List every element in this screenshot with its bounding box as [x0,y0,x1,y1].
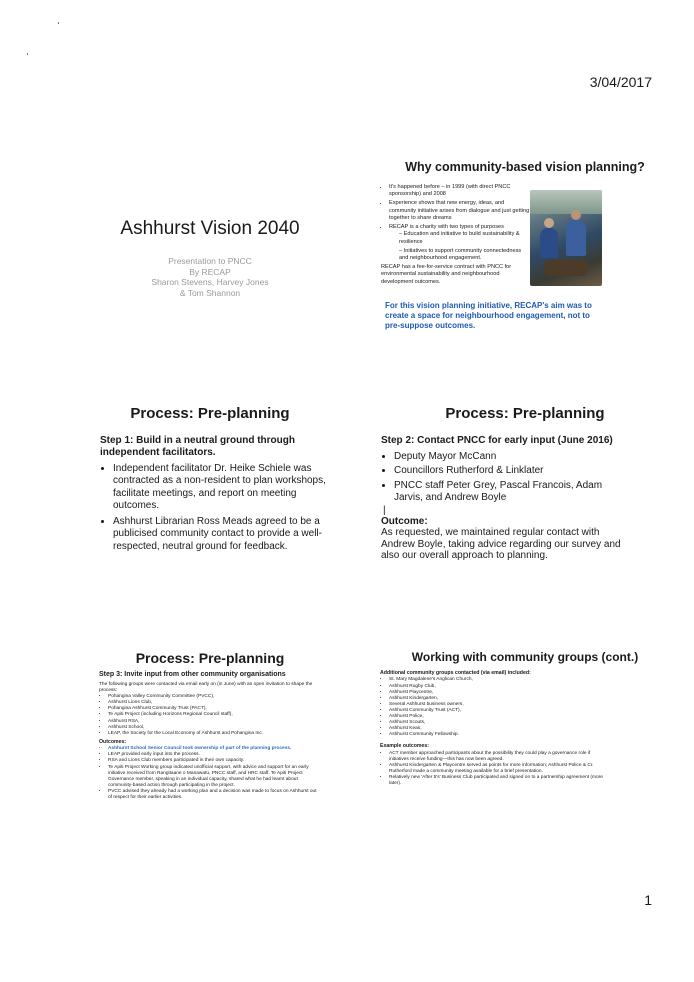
example-item: • ACT member approached participants about the possibility they could play a governance role if initiatives receive funding—this has now been agreed. [389,751,610,763]
slide-community-groups [375,650,675,865]
slide-body [60,435,335,553]
slide-title: Working with community groups (cont.) [411,650,639,664]
slide-preplanning-step2 [375,405,675,620]
group-item: • Ashhurst RSA, [108,719,321,725]
subtitle-line: Presentation to PNCC [168,256,252,266]
examples-heading: Example outcomes: [380,743,430,750]
group-item: • Pohangina Ashhurst Community Trust (PACT), [108,706,321,712]
slide-preplanning-step3 [60,650,360,865]
subtitle-line: By RECAP [189,266,231,277]
slide-body [375,435,621,562]
group-item: • Several Ashhurst business owners, [389,702,610,708]
scan-speck [27,53,28,55]
example-item: • Relatively new 'After 5's' Business Club participated and signed on to a partnership agreement (more later). [389,775,610,787]
outcome-item: • PVCC advised they already had a working plan and a decision was made to focus on Ashhurst out of respect for their earlier activities. [108,789,321,801]
slide-title: Why community-based vision planning? [405,160,645,174]
outcome-heading: Outcome: [381,516,428,528]
outcome-item: • LEAP provided early input into the process. [108,752,321,758]
text-cursor: | [383,505,386,517]
aim-statement: For this vision planning initiative, RECAP's aim was to create a space for neighbourhood engagement, not to pre-suppose outcomes. [385,301,592,330]
group-item: • Ashhurst Playcentre, [389,690,610,696]
group-item: • LEAP, the Society for the Local Economy of Ashhurst and Pohangina Inc. [108,731,321,737]
groups-heading: Additional community groups contacted (via email) included: [380,670,531,676]
bullet: • Ashhurst Librarian Ross Meads agreed to be a publicised community contact to provide a well-respected, neutral ground for feedback. [113,516,335,553]
outcome-highlight: • Ashhurst School Senior Council took ownership of part of the planning process. [108,746,321,752]
print-date: 3/04/2017 [589,74,652,90]
group-item: • Ashhurst Community Trust (ACT), [389,708,610,714]
slide-title: Process: Pre-planning [135,650,285,666]
presentation-title: Ashhurst Vision 2040 [120,218,300,239]
bullet: • Independent facilitator Dr. Heike Schiele was contracted as a non-resident to plan workshops, facilitate meetings, and report on meeting outcomes. [113,463,335,512]
slide-why-vision-planning [375,160,675,375]
sub-bullet: – Education and initiative to build sustainability & resilience [399,231,531,246]
slide-body [60,670,321,801]
step-heading: Step 1: Build in a neutral ground through independent facilitators. [100,435,295,458]
presentation-subtitle [60,256,360,298]
bullet-text: RECAP is a charity with two types of purposes [389,224,504,231]
step-heading: Step 3: Invite input from other community organisations [99,671,286,678]
group-item: • Ashhurst Community Fellowship. [389,732,610,738]
contract-text: RECAP has a fee-for-service contract with PNCC for environmental sustainability and neighbourhood development outcomes. [381,264,512,285]
slide-body [381,184,531,286]
slide-body [375,670,610,787]
slide-preplanning-step1 [60,405,360,620]
group-item: • Ashhurst Police, [389,714,610,720]
subtitle-line: Sharon Stevens, Harvey Jones [151,277,269,287]
group-item: • Te Apiti Project (including Horizons Regional Council staff), [108,712,321,718]
slide-title: Process: Pre-planning [445,405,605,422]
group-item: • Pohangina Valley Community Committee (PVCC), [108,694,321,700]
sub-bullet: – Initiatives to support community connectedness and neighbourhood engagement. [399,248,531,263]
bullet: • Councillors Rutherford & Linklater [394,465,621,477]
example-item: • Ashhurst Kindergarten & Playcentre served as points for more information; Ashhurst Police & Cr. Rutherford made a community meeting available for a brief presentation. [389,763,610,775]
outcome-item: • Te Apiti Project Working group indicated unofficial support, with advice and support for an early initiative received from Rangitaane o Manawatu, PNCC staff, and HRC staff. Te Apiti Project Governance member, speaking in an individual capacity, shared what he had learnt about community-based action through participating in the project. [108,765,321,789]
group-item: • Ashhurst Rugby Club, [389,684,610,690]
slide-title [60,160,360,375]
outcome-text: As requested, we maintained regular contact with Andrew Boyle, taking advice regarding our survey and also our overall approach to planning. [381,527,621,562]
bullet: • Experience shows that new energy, ideas, and community initiative arises from dialogue and just getting together to share dreams [389,200,531,222]
scan-speck [58,22,59,24]
step-heading: Step 2: Contact PNCC for early input (June 2016) [381,435,613,446]
outcomes-heading: Outcomes: [99,738,127,745]
intro-text: The following groups were contacted via email early on (in June) with an open invitation to shape the process: [99,682,313,694]
outcome-item: • RSA and Lions Club members participated in their own capacity. [108,758,321,764]
page-number: 1 [644,892,652,908]
group-item: • Ashhurst Scouts, [389,720,610,726]
slide-title: Process: Pre-planning [130,405,290,422]
group-item: • St. Mary Magdalene's Anglican Church, [389,677,610,683]
group-item: • Ashhurst Kindergarten, [389,696,610,702]
bullet: • PNCC staff Peter Grey, Pascal Francois, Adam Jarvis, and Andrew Boyle [394,480,621,505]
bullet: • Deputy Mayor McCann [394,451,621,463]
community-group-photo [530,190,602,286]
group-item: • Ashhurst Keas, [389,726,610,732]
bullet: • It's happened before – in 1999 (with direct PNCC sponsorship) and 2008 [389,184,531,199]
bullet [389,224,531,263]
subtitle-line: & Tom Shannon [179,287,241,298]
group-item: • Ashhurst Lions Club, [108,700,321,706]
group-item: • Ashhurst School, [108,725,321,731]
